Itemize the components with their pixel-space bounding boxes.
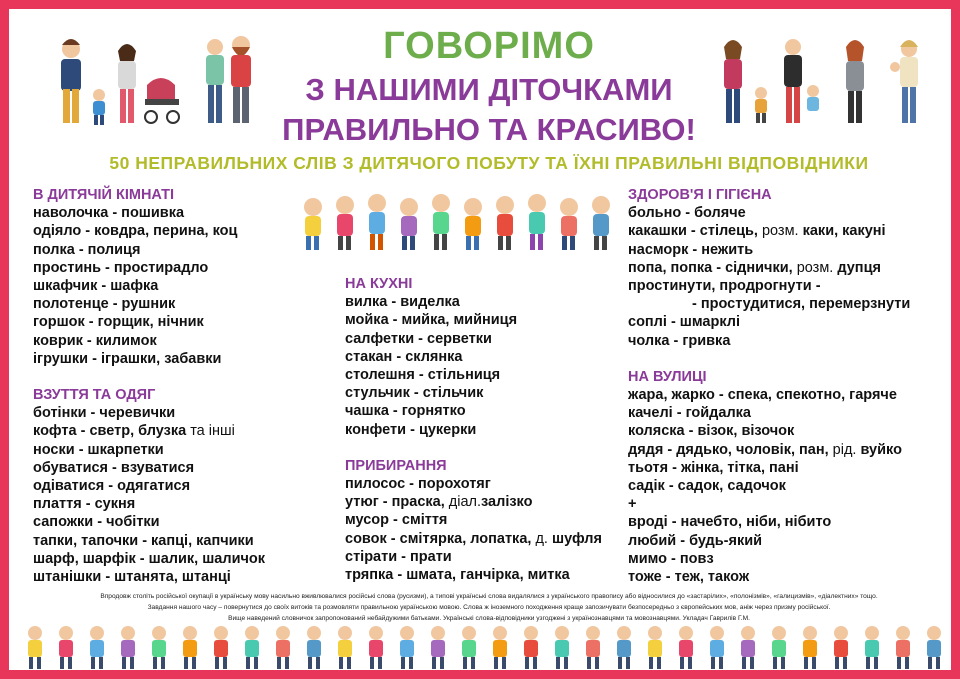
word-pair: ігрушки - іграшки, забавки xyxy=(33,350,222,367)
word-pair: стульчик - стільчик xyxy=(345,385,484,402)
kid-figure xyxy=(90,626,104,669)
word-pair xyxy=(628,259,958,277)
word-pair: коврик - килимок xyxy=(33,332,157,349)
word-pair: полотенце - рушник xyxy=(33,296,176,313)
word-pair xyxy=(345,493,645,511)
word-pair-text: совок - смітярка, лопатка, xyxy=(345,530,532,547)
word-pair: - простудитися, перемерзнути xyxy=(692,296,911,313)
kid-figure xyxy=(586,626,600,669)
footer-line-3: Вище наведений словничок запропонований небайдужими батьками. Українські слова-відповідники узгоджені з українознавцями та мовознавцями. Укладач Гаврилів Г.М. xyxy=(228,615,750,622)
word-pair: конфети - цукерки xyxy=(345,421,477,438)
main-title: ГОВОРІМО xyxy=(383,25,595,67)
kid-figure xyxy=(524,626,538,669)
section-title-clothes: ВЗУТТЯ ТА ОДЯГ xyxy=(33,387,156,404)
title-line-2: З НАШИМИ ДІТОЧКАМИ xyxy=(305,72,673,107)
word-pair: обуватися - взуватися xyxy=(33,459,195,476)
column-middle xyxy=(345,275,645,584)
kid-figure xyxy=(803,626,817,669)
kid-figure xyxy=(59,626,73,669)
word-pair: носки - шкарпетки xyxy=(33,441,164,458)
word-pair: тоже - теж, також xyxy=(628,569,750,586)
word-pair-note: та інші xyxy=(190,423,235,440)
word-pair-note: діал. xyxy=(448,494,482,511)
kid-figure-3 xyxy=(368,194,386,250)
kid-figure xyxy=(896,626,910,669)
kid-figure xyxy=(214,626,228,669)
subtitle: 50 НЕПРАВИЛЬНИХ СЛІВ З ДИТЯЧОГО ПОБУТУ ТА ЇХНІ ПРАВИЛЬНІ ВІДПОВІДНИКИ xyxy=(109,153,869,173)
word-pair: сапожки - чобітки xyxy=(33,514,160,531)
word-pair: вроді - начебто, ніби, нібито xyxy=(628,514,832,531)
kid-figure xyxy=(276,626,290,669)
word-pair: любий - будь-який xyxy=(628,532,763,549)
footer-line-1: Впродовж століть російської окупації в українську мову насильно вживлювалися російські слова (русизми), а типові українські слова видалялися з українського правопису або відносилися до «застарілих», «полонізмів», «галицизмів», «діалектних» тощо. xyxy=(100,593,878,600)
kid-figure xyxy=(710,626,724,669)
kid-figure-8 xyxy=(528,194,546,250)
kid-figure-4 xyxy=(400,198,418,250)
kid-figure xyxy=(28,626,42,669)
word-pair-note: розм. xyxy=(796,259,834,276)
section-title-health: ЗДОРОВ'Я І ГІГІЄНА xyxy=(628,187,772,203)
kid-figure xyxy=(462,626,476,669)
column-left xyxy=(33,186,333,586)
word-pair: шарф, шарфік - шалик, шаличок xyxy=(33,550,266,567)
kid-figure xyxy=(400,626,414,669)
word-pair: мимо - повз xyxy=(628,550,714,567)
word-pair: плаття - сукня xyxy=(33,496,136,513)
word-pair xyxy=(345,530,645,548)
word-pair: простинути, продрогнути - xyxy=(628,278,821,295)
column-right xyxy=(628,186,958,586)
word-pair: стірати - прати xyxy=(345,548,452,565)
word-pair: качелі - гойдалка xyxy=(628,405,751,422)
kid-figure xyxy=(121,626,135,669)
word-pair-text: дядя - дядько, чоловік, пан, xyxy=(628,441,829,458)
section-title-street: НА ВУЛИЦІ xyxy=(628,368,707,385)
plus-sign: + xyxy=(628,496,637,513)
word-pair-extra: залізко xyxy=(481,494,533,511)
word-pair-extra: дупця xyxy=(837,259,881,276)
kid-figure-7 xyxy=(496,196,514,250)
word-pair: тьотя - жінка, тітка, пані xyxy=(628,459,799,476)
footer-note xyxy=(49,591,929,624)
word-pair-note: рід. xyxy=(832,441,857,458)
word-pair: вилка - виделка xyxy=(345,294,460,311)
word-pair: штанішки - штанята, штанці xyxy=(33,569,231,586)
word-pair-text: утюг - праска, xyxy=(345,494,445,511)
word-pair: полка - полиця xyxy=(33,241,141,258)
kid-figure-6 xyxy=(464,198,482,250)
word-pair: больно - боляче xyxy=(628,205,746,222)
word-pair: чолка - гривка xyxy=(628,332,731,349)
word-pair: простинь - простирадло xyxy=(33,259,209,276)
word-pair-text: кофта - светр, блузка xyxy=(33,423,187,440)
word-pair: шкафчик - шафка xyxy=(33,278,159,295)
word-pair: столешня - стільниця xyxy=(345,367,501,384)
word-pair xyxy=(628,441,958,459)
kid-figure xyxy=(648,626,662,669)
word-pair: стакан - склянка xyxy=(345,348,463,365)
word-pair: ботінки - черевички xyxy=(33,405,176,422)
word-pair: жара, жарко - спека, спекотно, гаряче xyxy=(628,387,897,404)
section-title-kitchen: НА КУХНІ xyxy=(345,276,413,292)
kid-figure xyxy=(338,626,352,669)
word-pair: мойка - мийка, мийниця xyxy=(345,312,518,329)
kid-figure xyxy=(865,626,879,669)
word-pair: пилосос - порохотяг xyxy=(345,476,491,493)
kid-figure xyxy=(555,626,569,669)
word-pair: садік - садок, садочок xyxy=(628,478,786,495)
section-title-kids-room: В ДИТЯЧІЙ КІМНАТІ xyxy=(33,187,175,203)
word-pair: салфетки - серветки xyxy=(345,330,492,347)
word-pair: насморк - нежить xyxy=(628,241,754,258)
kid-figure-10 xyxy=(592,196,610,250)
kid-figure xyxy=(245,626,259,669)
word-pair xyxy=(33,422,333,440)
word-pair-extra: шуфля xyxy=(551,530,602,547)
word-pair-extra: вуйко xyxy=(860,441,902,458)
footer-line-2: Завдання нашого часу – повернутися до своїх витоків та розмовляти правильною українською мовою. Слова ж іноземного походження краще запозичувати безпосередньо з європейських мов, аніж через призму російської. xyxy=(147,604,831,611)
kid-figure xyxy=(617,626,631,669)
word-pair: коляска - візок, візочок xyxy=(628,423,795,440)
kid-figure-9 xyxy=(560,198,578,250)
word-pair-note: розм. xyxy=(761,223,799,240)
word-pair: наволочка - пошивка xyxy=(33,205,185,222)
word-pair xyxy=(628,222,958,240)
kid-figure xyxy=(927,626,941,669)
kid-figure xyxy=(679,626,693,669)
title-line-3: ПРАВИЛЬНО ТА КРАСИВО! xyxy=(282,112,696,147)
kid-figure xyxy=(183,626,197,669)
kids-group-illustration xyxy=(291,187,639,257)
kid-figure xyxy=(834,626,848,669)
word-pair: чашка - горнятко xyxy=(345,403,466,420)
word-pair-note: д. xyxy=(535,530,548,547)
kid-figure xyxy=(152,626,166,669)
word-pair: тапки, тапочки - капці, капчики xyxy=(33,532,254,549)
word-pair: тряпка - шмата, ганчірка, митка xyxy=(345,567,570,584)
word-pair-text: попа, попка - сіднички, xyxy=(628,259,793,276)
word-pair-extra: каки, какуні xyxy=(802,223,886,240)
kid-figure xyxy=(493,626,507,669)
kid-figure xyxy=(369,626,383,669)
kid-figure-5 xyxy=(432,194,450,250)
kid-figure xyxy=(741,626,755,669)
word-pair-text: какашки - стілець, xyxy=(628,223,758,240)
word-pair: горшок - горщик, нічник xyxy=(33,314,204,331)
word-pair: мусор - сміття xyxy=(345,512,448,529)
word-pair: соплі - шмарклі xyxy=(628,314,741,331)
section-title-cleaning: ПРИБИРАННЯ xyxy=(345,457,447,474)
word-pair: одіватися - одягатися xyxy=(33,478,191,495)
kid-figure-2 xyxy=(336,196,354,250)
kid-figure xyxy=(431,626,445,669)
word-pair: одіяло - ковдра, перина, коц xyxy=(33,223,238,240)
kid-figure xyxy=(307,626,321,669)
kids-border-illustration xyxy=(21,621,945,677)
kid-figure xyxy=(772,626,786,669)
